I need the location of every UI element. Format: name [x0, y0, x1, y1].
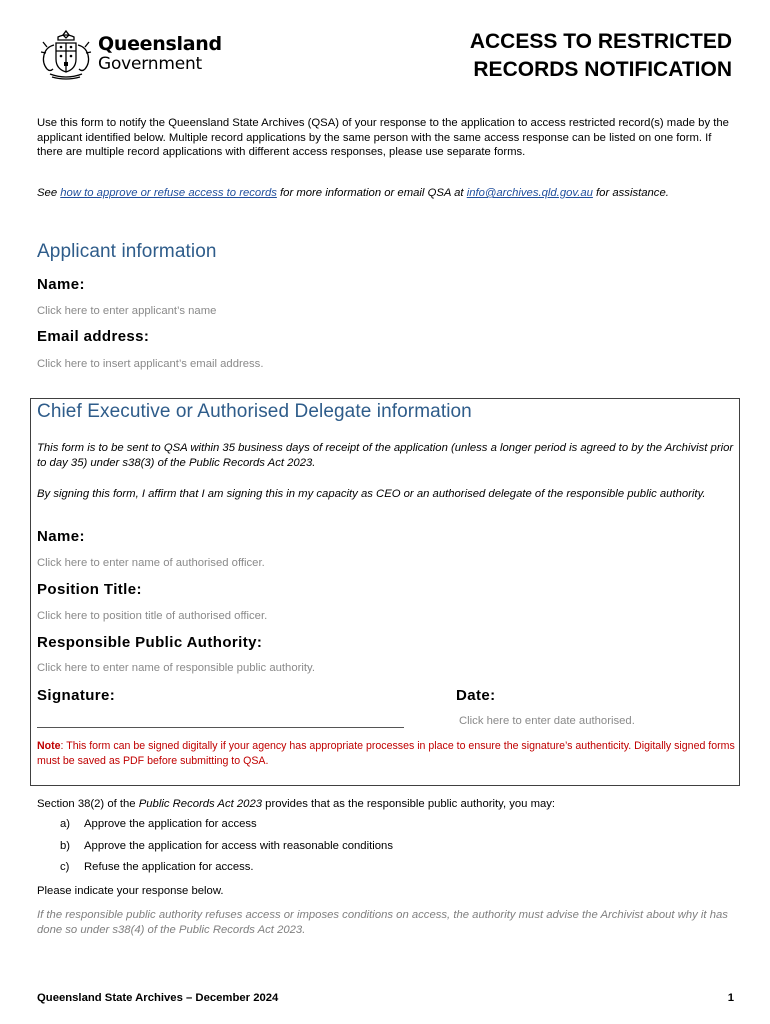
- section38-intro: [37, 797, 737, 812]
- delegate-name-field[interactable]: Click here to enter name of authorised officer.: [37, 557, 265, 569]
- responsible-authority-label: Responsible Public Authority:: [37, 634, 263, 651]
- page-number: 1: [727, 992, 734, 1004]
- list-text: Approve the application for access with reasonable conditions: [84, 840, 393, 852]
- how-to-approve-link[interactable]: how to approve or refuse access to records: [60, 187, 277, 199]
- date-field[interactable]: Click here to enter date authorised.: [459, 715, 635, 727]
- document-title-line2: RECORDS NOTIFICATION: [473, 58, 732, 81]
- delegate-timeframe-paragraph: This form is to be sent to QSA within 35 business days of receipt of the application (unless a longer period is agreed to by the Archivist prior to day 35) under s38(3) of the Public Records Act 2023.: [37, 442, 734, 469]
- applicant-name-field[interactable]: Click here to enter applicant’s name: [37, 305, 217, 317]
- section38-suffix: provides that as the responsible public authority, you may:: [262, 798, 556, 810]
- list-text: Refuse the application for access.: [84, 861, 254, 873]
- logo-text-queensland: Queensland: [98, 33, 222, 55]
- signature-note: [37, 739, 737, 768]
- section38-act: Public Records Act 2023: [138, 798, 263, 810]
- delegate-heading: Chief Executive or Authorised Delegate information: [37, 401, 472, 422]
- see-suffix: for assistance.: [592, 187, 669, 199]
- responsible-authority-field[interactable]: Click here to enter name of responsible public authority.: [37, 662, 315, 674]
- document-title-line1: ACCESS TO RESTRICTED: [469, 30, 732, 53]
- footer-text: Queensland State Archives – December 2024: [37, 992, 279, 1004]
- list-marker: c): [60, 861, 70, 873]
- delegate-affirm-paragraph: By signing this form, I affirm that I am signing this in my capacity as CEO or an authorised delegate of the responsible public authority.: [37, 488, 706, 500]
- section38-prefix: Section 38(2) of the: [37, 798, 139, 810]
- position-title-label: Position Title:: [37, 581, 142, 598]
- queensland-government-logo: [38, 26, 222, 82]
- qsa-email-link[interactable]: info@archives.qld.gov.au: [466, 187, 593, 199]
- advice-paragraph: If the responsible public authority refuses access or imposes conditions on access, the authority must advise the Archivist about why it has done so under s38(4) of the Public Records Act 2023.: [37, 909, 728, 936]
- delegate-name-label: Name:: [37, 528, 85, 545]
- position-title-field[interactable]: Click here to position title of authorised officer.: [37, 610, 268, 622]
- list-item: [60, 840, 393, 852]
- applicant-email-field[interactable]: Click here to insert applicant’s email address.: [37, 358, 264, 370]
- note-text: : This form can be signed digitally if your agency has appropriate processes in place to ensure the signature’s authenticity. Digitally signed forms must be saved as PDF before submitting to QSA.: [37, 740, 735, 767]
- see-middle: for more information or email QSA at: [276, 187, 467, 199]
- note-label: Note: [37, 740, 61, 752]
- document-title: [332, 28, 732, 84]
- applicant-heading: Applicant information: [37, 241, 217, 262]
- coat-of-arms-icon: [38, 27, 94, 81]
- list-marker: b): [60, 840, 71, 852]
- list-text: Approve the application for access: [84, 818, 257, 830]
- see-prefix: See: [37, 187, 61, 199]
- intro-paragraph: Use this form to notify the Queensland State Archives (QSA) of your response to the application to access restricted record(s) made by the applicant identified below. Multiple record applications by the same person with the same access response can be listed on one form. If there are multiple record applications with different access responses, please use separate forms.: [37, 117, 729, 158]
- logo-text-government: Government: [98, 54, 203, 74]
- signature-line[interactable]: [37, 716, 404, 728]
- see-paragraph: [37, 186, 737, 201]
- signature-label: Signature:: [37, 687, 116, 704]
- list-marker: a): [60, 818, 71, 830]
- list-item: [60, 861, 254, 873]
- applicant-email-label: Email address:: [37, 328, 150, 345]
- date-label: Date:: [456, 687, 496, 704]
- applicant-name-label: Name:: [37, 276, 85, 293]
- indicate-response-text: Please indicate your response below.: [37, 885, 224, 897]
- list-item: [60, 818, 257, 830]
